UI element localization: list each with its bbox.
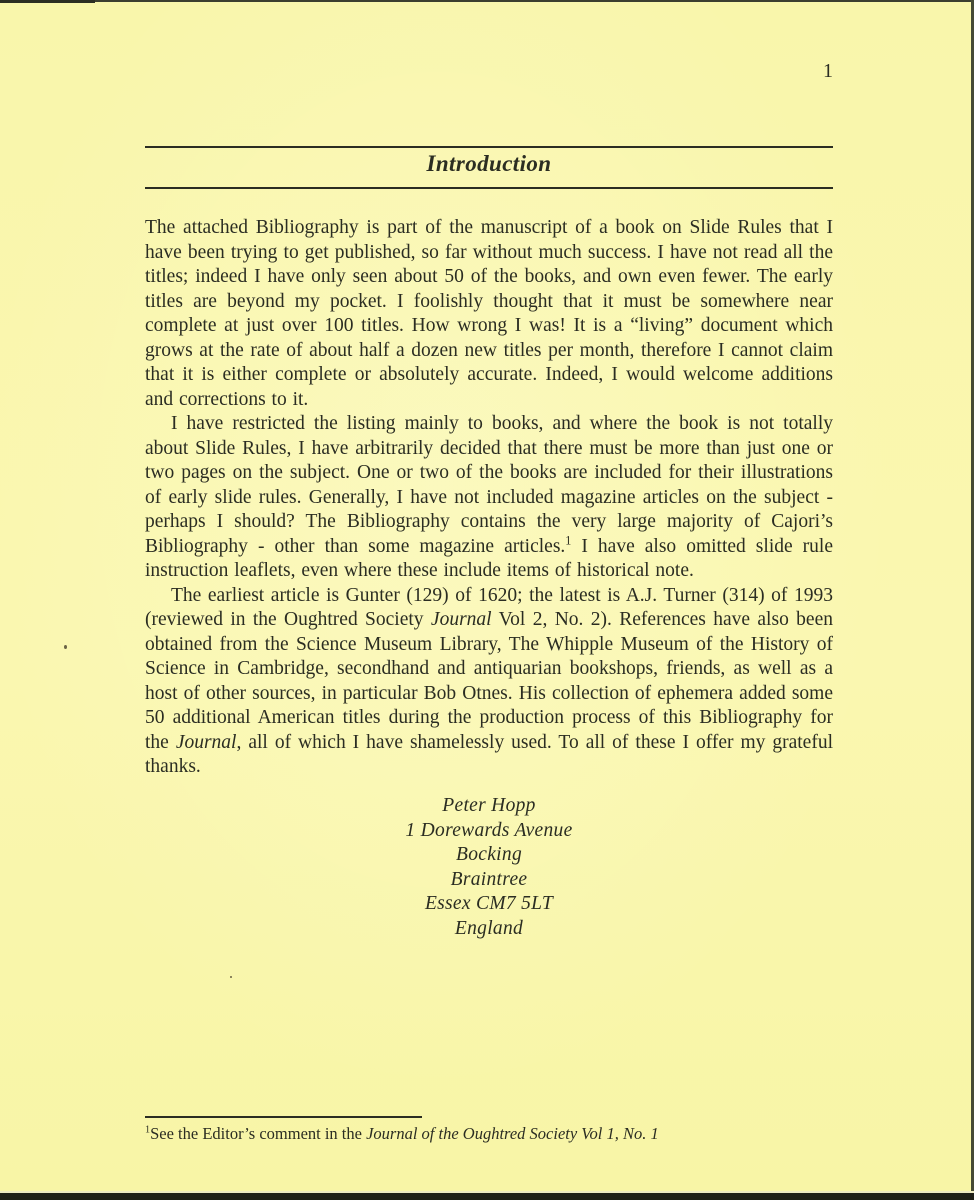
- signature-line: Braintree: [450, 868, 528, 890]
- signature-line: England: [454, 917, 524, 939]
- text-run: The earliest article is Gunter (129) of 1620; the latest is A.J. Turner (314) of 1993 (reviewed in the Oughtred Society: [145, 584, 833, 630]
- italic-text-run: Journal: [175, 731, 237, 753]
- page-title: Introduction: [426, 151, 552, 176]
- italic-text-run: Journal: [430, 609, 492, 630]
- text-run: Vol 2, No. 2). References have also been obtained from the Science Museum Library, The Whipple Museum of the History of Science in Cambridge, secondhand and antiquarian bookshops, friends, as well as a host of other sources, in particular Bob Otnes. His collection of ephemera added some 50 additional American titles during the production process of this Bibliography for the: [145, 609, 833, 753]
- heading-rule-bottom: [145, 187, 833, 189]
- signature-block: [145, 794, 833, 942]
- footnote-reference: 1: [565, 533, 572, 547]
- text-run: I have restricted the listing mainly to books, and where the book is not totally about Slide Rules, I have arbitrarily decided that there must be more than just one or two pages on the subject. One or two of the books are included for their illustrations of early slide rules. Generally, I have not included magazine articles on the subject - perhaps I should? The Bibliography contains the very large majority of Cajori’s Bibliography - other than some magazine articles.: [145, 413, 833, 557]
- paragraph: [145, 412, 833, 584]
- paragraph: [145, 584, 833, 780]
- scan-edge-bottom: [0, 1193, 974, 1200]
- heading-rule-top: [145, 146, 833, 148]
- body-text: [145, 216, 833, 780]
- footnote-rule: [145, 1116, 422, 1118]
- footnote: [145, 1124, 833, 1144]
- italic-text-run: Journal of the Oughtred Society Vol 1, No. 1: [366, 1124, 659, 1143]
- scan-edge-top-left: [0, 0, 95, 3]
- text-run: I have also omitted slide rule instruction leaflets, even where these include items of historical note.: [145, 535, 833, 581]
- footnote-marker: 1: [145, 1124, 151, 1136]
- signature-line: 1 Dorewards Avenue: [405, 819, 573, 841]
- text-run: The attached Bibliography is part of the manuscript of a book on Slide Rules that I have been trying to get published, so far without much success. I have not read all the titles; indeed I have only seen about 50 of the books, and own even fewer. The early titles are beyond my pocket. I foolishly thought that it must be somewhere near complete at just over 100 titles. How wrong I was! It is a “living” document which grows at the rate of about half a dozen new titles per month, therefore I cannot claim that it is either complete or absolutely accurate. Indeed, I would welcome additions and corrections to it.: [145, 217, 833, 410]
- text-run: See the Editor’s comment in the: [150, 1124, 367, 1143]
- page-number: 1: [823, 60, 833, 82]
- signature-line: Bocking: [456, 844, 522, 866]
- scan-speck: [230, 976, 232, 978]
- text-run: , all of which I have shamelessly used. To all of these I offer my grateful thanks.: [145, 731, 833, 777]
- signature-line: Essex CM7 5LT: [424, 893, 554, 915]
- scan-speck: [64, 645, 67, 649]
- paragraph: [145, 216, 833, 412]
- scan-edge-top: [0, 0, 974, 2]
- signature-line: Peter Hopp: [442, 795, 536, 816]
